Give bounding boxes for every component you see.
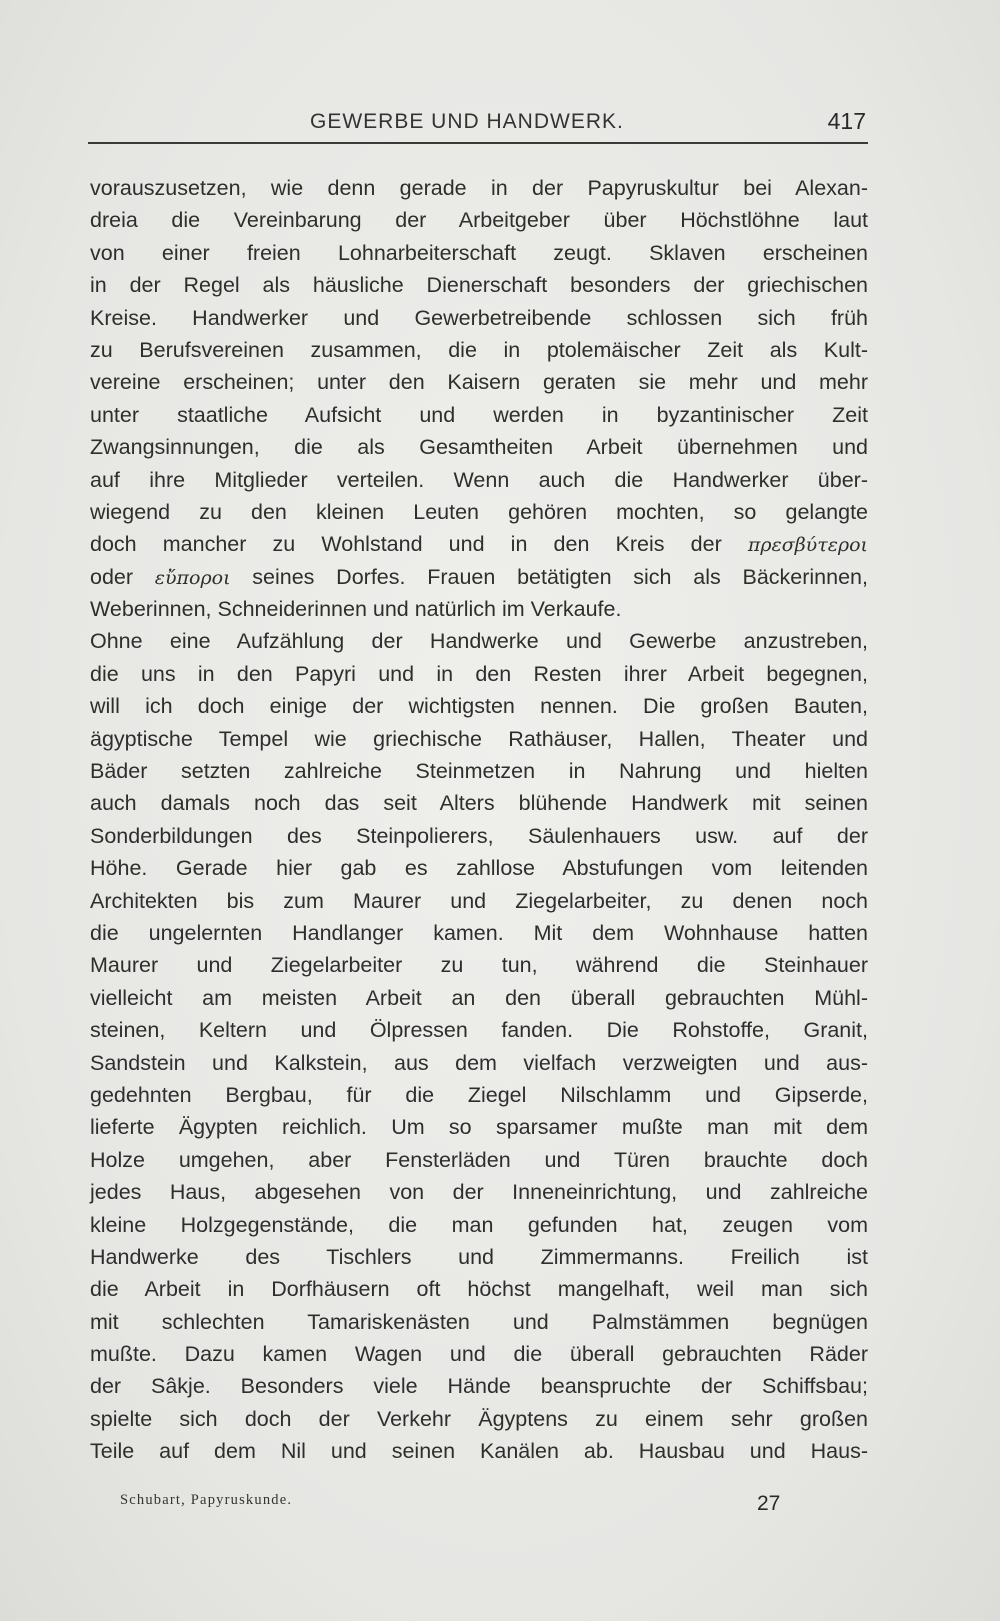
text-line: mit schlechten Tamariskenästen und Palmstämmen begnügen [90, 1309, 868, 1334]
text-line: mußte. Dazu kamen Wagen und die überall gebrauchten Räder [90, 1342, 868, 1367]
sheet-signature-number: 27 [757, 1492, 781, 1515]
signature-line: Schubart, Papyruskunde. [120, 1492, 293, 1508]
text-line: die uns in den Papyri und in den Resten ihrer Arbeit begegnen, [90, 661, 868, 686]
text-fragment: seines Dorfes. Frauen betätigten sich als Bäckerinnen, [252, 564, 868, 589]
body-text [90, 172, 868, 1468]
running-title: GEWERBE UND HANDWERK. [310, 110, 624, 133]
page-number: 417 [827, 108, 866, 134]
text-line: auch damals noch das seit Alters blühende Handwerk mit seinen [90, 791, 868, 816]
text-line: spielte sich doch der Verkehr Ägyptens zu einem sehr großen [90, 1406, 868, 1431]
text-line: Kreise. Handwerker und Gewerbetreibende schlossen sich früh [90, 305, 868, 330]
text-line: jedes Haus, abgesehen von der Inneneinrichtung, und zahlreiche [90, 1180, 868, 1205]
text-line: zu Berufsvereinen zusammen, die in ptolemäischer Zeit als Kult- [90, 337, 868, 362]
text-line: unter staatliche Aufsicht und werden in byzantinischer Zeit [90, 402, 868, 427]
text-fragment: oder [90, 564, 134, 589]
text-line: Bäder setzten zahlreiche Steinmetzen in Nahrung und hielten [90, 759, 868, 784]
text-line: Ohne eine Aufzählung der Handwerke und Gewerbe anzustreben, [90, 629, 868, 654]
text-line: gedehnten Bergbau, für die Ziegel Nilschlamm und Gipserde, [90, 1082, 868, 1107]
text-line: lieferte Ägypten reichlich. Um so sparsamer mußte man mit dem [90, 1115, 868, 1140]
text-line: Zwangsinnungen, die als Gesamtheiten Arbeit übernehmen und [90, 435, 868, 460]
text-line: Sonderbildungen des Steinpolierers, Säulenhauers usw. auf der [90, 823, 868, 848]
text-line: steinen, Keltern und Ölpressen fanden. Die Rohstoffe, Granit, [90, 1018, 868, 1043]
text-line: Sandstein und Kalkstein, aus dem vielfach verzweigten und aus- [90, 1050, 868, 1075]
text-line: auf ihre Mitglieder verteilen. Wenn auch die Handwerker über- [90, 467, 868, 492]
text-line: von einer freien Lohnarbeiterschaft zeugt. Sklaven erscheinen [90, 240, 868, 265]
text-line: wiegend zu den kleinen Leuten gehören mochten, so gelangte [90, 499, 868, 524]
text-line: will ich doch einige der wichtigsten nennen. Die großen Bauten, [90, 694, 868, 719]
text-line: Holze umgehen, aber Fensterläden und Türen brauchte doch [90, 1147, 868, 1172]
text-line: in der Regel als häusliche Dienerschaft besonders der griechischen [90, 273, 868, 298]
text-line: Architekten bis zum Maurer und Ziegelarbeiter, zu denen noch [90, 888, 868, 913]
text-line: die Arbeit in Dorfhäusern oft höchst mangelhaft, weil man sich [90, 1277, 868, 1302]
text-line-with-greek [90, 528, 868, 560]
text-line: kleine Holzgegenstände, die man gefunden hat, zeugen vom [90, 1212, 868, 1237]
text-line: vorauszusetzen, wie denn gerade in der Papyruskultur bei Alexan- [90, 176, 868, 200]
text-line: die ungelernten Handlanger kamen. Mit dem Wohnhause hatten [90, 920, 868, 945]
text-fragment: doch mancher zu Wohlstand und in den Kreis der [90, 532, 722, 557]
greek-term: εὔποροι [154, 566, 231, 589]
text-line: dreia die Vereinbarung der Arbeitgeber über Höchstlöhne laut [90, 208, 868, 233]
text-line: ägyptische Tempel wie griechische Rathäuser, Hallen, Theater und [90, 726, 868, 751]
page-header [88, 108, 868, 144]
greek-term: πρεσβύτεροι [747, 534, 868, 557]
text-line: vielleicht am meisten Arbeit an den überall gebrauchten Mühl- [90, 985, 868, 1010]
page-footer [120, 1484, 780, 1524]
text-line: Höhe. Gerade hier gab es zahllose Abstufungen vom leitenden [90, 856, 868, 881]
text-line: vereine erscheinen; unter den Kaisern geraten sie mehr und mehr [90, 370, 868, 395]
text-line: Weberinnen, Schneiderinnen und natürlich im Verkaufe. [90, 597, 622, 622]
text-line: Maurer und Ziegelarbeiter zu tun, während die Steinhauer [90, 953, 868, 978]
text-line: Handwerke des Tischlers und Zimmermanns. Freilich ist [90, 1244, 868, 1269]
text-line-with-greek [90, 561, 868, 593]
text-line: Teile auf dem Nil und seinen Kanälen ab. Hausbau und Haus- [90, 1439, 868, 1464]
text-line: der Sâkje. Besonders viele Hände beanspruchte der Schiffsbau; [90, 1374, 868, 1399]
